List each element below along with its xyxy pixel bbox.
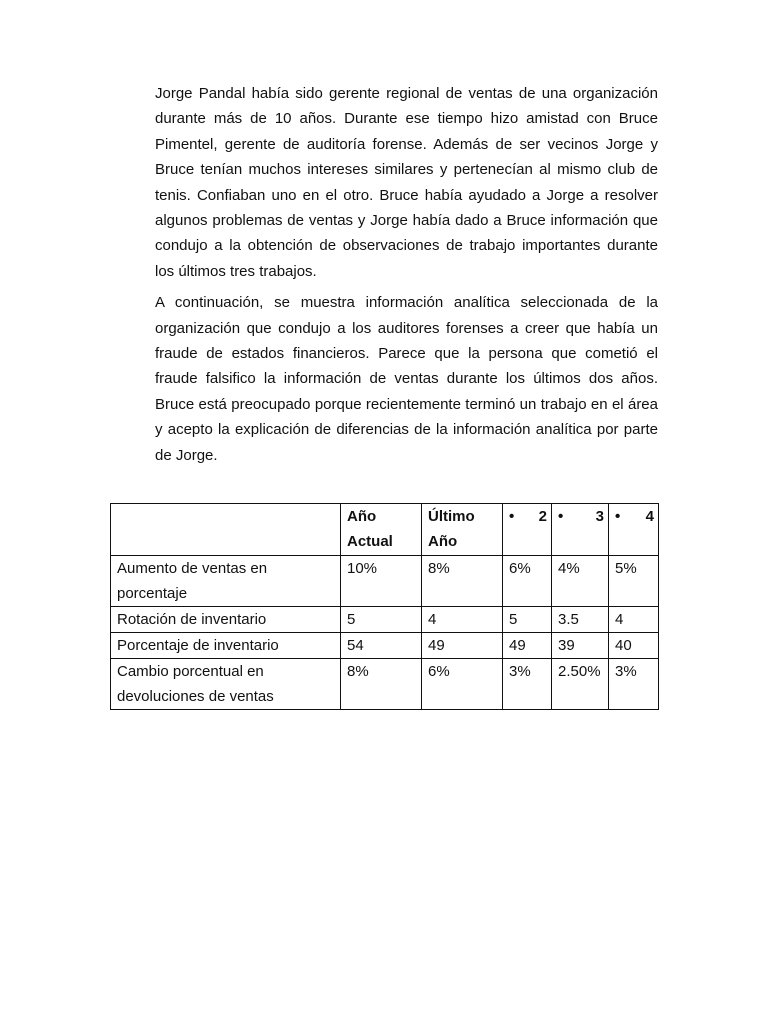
header-year-4 xyxy=(609,504,659,556)
table-cell: 39 xyxy=(552,633,609,659)
table-cell: 49 xyxy=(422,633,503,659)
table-cell: 4% xyxy=(552,556,609,607)
table-cell: 4 xyxy=(609,607,659,633)
row-label: Aumento de ventas en porcentaje xyxy=(111,556,341,607)
header-year-4-label: 4 xyxy=(645,508,654,525)
table-cell: 2.50% xyxy=(552,659,609,710)
header-year-2 xyxy=(503,504,552,556)
table-row xyxy=(111,633,659,659)
table-row xyxy=(111,607,659,633)
row-label: Cambio porcentual en devoluciones de ventas xyxy=(111,659,341,710)
table-cell: 6% xyxy=(503,556,552,607)
bullet-icon: • xyxy=(509,508,515,525)
analytics-table xyxy=(110,503,659,710)
table-cell: 8% xyxy=(341,659,422,710)
body-text xyxy=(155,81,658,474)
paragraph-2: A continuación, se muestra información analítica seleccionada de la organización que condujo a los auditores forenses a creer que había un fraude de estados financieros. Parece que la persona que cometió el fraude falsifico la información de ventas durante los últimos dos años. Bruce está preocupado porque recientemente terminó un trabajo en el área y acepto la explicación de diferencias de la información analítica por parte de Jorge. xyxy=(155,294,658,464)
table-cell: 5% xyxy=(609,556,659,607)
table-cell: 8% xyxy=(422,556,503,607)
table-row xyxy=(111,556,659,607)
header-last-year: Último Año xyxy=(422,504,503,556)
paragraph-1: Jorge Pandal había sido gerente regional de ventas de una organización durante más de 10 años. Durante ese tiempo hizo amistad con Bruce Pimentel, gerente de auditoría forense. Además de ser vecinos Jorge y Bruce tenían muchos intereses similares y pertenecían al mismo club de tenis. Confiaban uno en el otro. Bruce había ayudado a Jorge a resolver algunos problemas de ventas y Jorge había dado a Bruce información que condujo a la obtención de observaciones de trabajo importantes durante los últimos tres trabajos. xyxy=(155,85,658,280)
header-year-3-label: 3 xyxy=(595,508,604,525)
header-year-3 xyxy=(552,504,609,556)
header-empty-cell xyxy=(111,504,341,556)
table-row xyxy=(111,659,659,710)
header-current-year: Año Actual xyxy=(341,504,422,556)
table-cell: 10% xyxy=(341,556,422,607)
table-cell: 6% xyxy=(422,659,503,710)
bullet-icon: • xyxy=(615,508,621,525)
table-cell: 49 xyxy=(503,633,552,659)
table-cell: 3% xyxy=(503,659,552,710)
table-cell: 40 xyxy=(609,633,659,659)
table-header-row xyxy=(111,504,659,556)
row-label: Rotación de inventario xyxy=(111,607,341,633)
table-cell: 5 xyxy=(341,607,422,633)
table-cell: 3% xyxy=(609,659,659,710)
table-cell: 3.5 xyxy=(552,607,609,633)
table-cell: 54 xyxy=(341,633,422,659)
row-label: Porcentaje de inventario xyxy=(111,633,341,659)
table-cell: 4 xyxy=(422,607,503,633)
header-year-2-label: 2 xyxy=(538,508,547,525)
bullet-icon: • xyxy=(558,508,564,525)
table-cell: 5 xyxy=(503,607,552,633)
